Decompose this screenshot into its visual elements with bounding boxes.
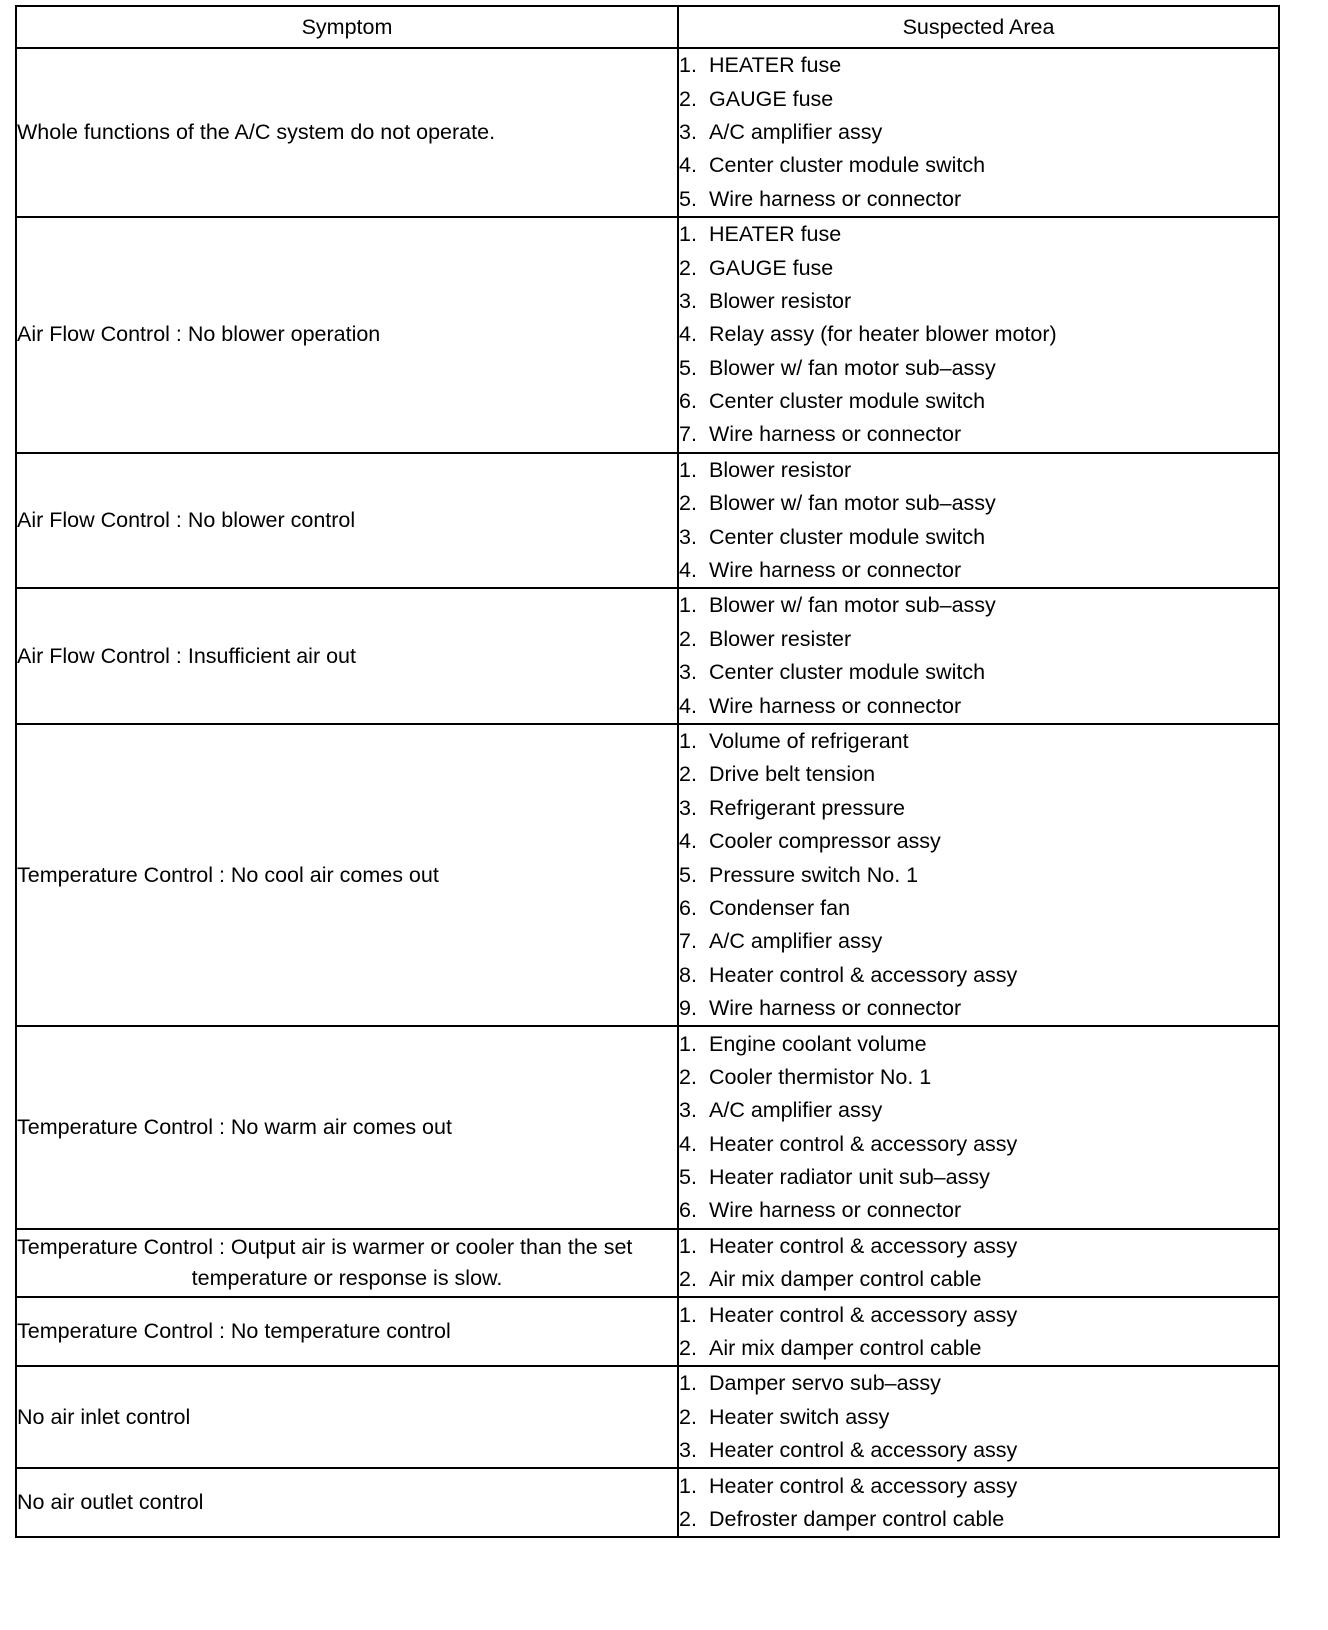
list-item-text: Cooler thermistor No. 1	[709, 1064, 932, 1089]
list-item-text: Drive belt tension	[709, 762, 876, 787]
list-item-number: 3.	[679, 524, 697, 549]
list-item-text: Center cluster module switch	[709, 389, 986, 414]
list-item	[679, 520, 1278, 553]
list-item	[679, 758, 1278, 791]
list-item	[679, 1367, 1278, 1400]
list-item-text: Center cluster module switch	[709, 524, 986, 549]
list-item-text: Blower w/ fan motor sub–assy	[709, 355, 996, 380]
list-item	[679, 623, 1278, 656]
list-item-text: A/C amplifier assy	[709, 1098, 883, 1123]
list-item	[679, 285, 1278, 318]
suspected-area-list	[679, 589, 1278, 723]
list-item-number: 2.	[679, 1404, 697, 1429]
list-item	[679, 1061, 1278, 1094]
list-item-number: 2.	[679, 1064, 697, 1089]
symptom-text: Temperature Control : No temperature control	[17, 1319, 451, 1344]
list-item-number: 1.	[679, 729, 697, 753]
table-row	[16, 1026, 1279, 1228]
list-item-text: Wire harness or connector	[709, 558, 962, 583]
table-row	[16, 1297, 1279, 1366]
list-item-number: 3.	[679, 119, 697, 144]
list-item-number: 3.	[679, 1098, 697, 1123]
symptom-cell	[16, 1026, 678, 1228]
suspected-area-cell	[678, 1366, 1279, 1468]
list-item	[679, 959, 1278, 992]
list-item	[679, 183, 1278, 216]
list-item-number: 1.	[679, 1371, 697, 1396]
table-row	[16, 588, 1279, 724]
list-item-text: Blower w/ fan motor sub–assy	[709, 491, 996, 516]
list-item-text: Wire harness or connector	[709, 1198, 962, 1223]
list-item-text: HEATER fuse	[709, 222, 842, 247]
list-item-number: 1.	[679, 222, 697, 247]
list-item-number: 7.	[679, 422, 697, 447]
symptom-cell	[16, 217, 678, 453]
symptom-text: Temperature Control : Output air is warmer or cooler than the set	[17, 1235, 633, 1260]
list-item	[679, 792, 1278, 825]
list-item-text: Heater switch assy	[709, 1404, 890, 1429]
list-item-number: 4.	[679, 558, 697, 583]
list-item-number: 5.	[679, 355, 697, 380]
list-item-number: 5.	[679, 186, 697, 211]
list-item	[679, 149, 1278, 182]
suspected-area-cell	[678, 453, 1279, 589]
list-item	[679, 1161, 1278, 1194]
list-item-number: 4.	[679, 1131, 697, 1156]
list-item-text: Blower resister	[709, 626, 852, 651]
suspected-area-list	[679, 1230, 1278, 1297]
list-item	[679, 656, 1278, 689]
list-item	[679, 892, 1278, 925]
symptom-cell	[16, 1229, 678, 1298]
troubleshooting-table	[15, 5, 1280, 1538]
table-row	[16, 724, 1279, 1027]
list-item	[679, 825, 1278, 858]
symptom-cell	[16, 1468, 678, 1537]
symptom-cell	[16, 1297, 678, 1366]
header-row	[16, 6, 1279, 48]
suspected-area-list	[679, 1027, 1278, 1227]
list-item-number: 4.	[679, 322, 697, 347]
list-item-number: 2.	[679, 626, 697, 651]
list-item-number: 2.	[679, 491, 697, 516]
list-item-number: 3.	[679, 795, 697, 820]
symptom-cell	[16, 1366, 678, 1468]
list-item-text: Heater control & accessory assy	[709, 1473, 1018, 1498]
list-item	[679, 454, 1278, 487]
list-item	[679, 487, 1278, 520]
list-item	[679, 1094, 1278, 1127]
list-item-text: Air mix damper control cable	[709, 1267, 982, 1292]
symptom-cell	[16, 453, 678, 589]
suspected-area-cell	[678, 217, 1279, 453]
table-row	[16, 48, 1279, 217]
table-body	[16, 48, 1279, 1537]
list-item-text: Blower resistor	[709, 288, 852, 313]
list-item-text: HEATER fuse	[709, 53, 842, 78]
suspected-area-list	[679, 218, 1278, 452]
suspected-area-cell	[678, 1229, 1279, 1298]
table-row	[16, 1229, 1279, 1298]
suspected-area-list	[679, 1367, 1278, 1467]
list-item-number: 3.	[679, 660, 697, 685]
list-item	[679, 689, 1278, 722]
list-item-text: Heater control & accessory assy	[709, 962, 1018, 987]
list-item-number: 2.	[679, 1506, 697, 1531]
list-item-number: 1.	[679, 53, 697, 78]
list-item	[679, 1194, 1278, 1227]
list-item-number: 6.	[679, 389, 697, 414]
list-item-text: A/C amplifier assy	[709, 119, 883, 144]
suspected-area-list	[679, 49, 1278, 216]
suspected-area-cell	[678, 48, 1279, 217]
list-item-number: 1.	[679, 1233, 697, 1258]
list-item	[679, 352, 1278, 385]
list-item-text: Wire harness or connector	[709, 422, 962, 447]
list-item	[679, 1401, 1278, 1434]
suspected-area-cell	[678, 724, 1279, 1027]
list-item	[679, 1434, 1278, 1467]
list-item-text: Center cluster module switch	[709, 660, 986, 685]
symptom-cell	[16, 48, 678, 217]
list-item	[679, 1298, 1278, 1331]
list-item-text: Relay assy (for heater blower motor)	[709, 322, 1057, 347]
suspected-area-list	[679, 1469, 1278, 1536]
list-item-text: Heater radiator unit sub–assy	[709, 1165, 990, 1190]
symptom-text: Air Flow Control : Insufficient air out	[17, 643, 356, 668]
list-item	[679, 858, 1278, 891]
symptom-text: No air outlet control	[17, 1490, 204, 1515]
list-item-number: 8.	[679, 962, 697, 987]
list-item-text: Condenser fan	[709, 895, 851, 920]
list-item-number: 9.	[679, 996, 697, 1021]
list-item-number: 1.	[679, 1031, 697, 1056]
list-item-number: 7.	[679, 929, 697, 954]
suspected-area-cell	[678, 1026, 1279, 1228]
list-item-number: 1.	[679, 593, 697, 618]
list-item	[679, 418, 1278, 451]
list-item	[679, 1332, 1278, 1365]
symptom-text: Air Flow Control : No blower control	[17, 507, 356, 532]
table-row	[16, 217, 1279, 453]
list-item-text: Engine coolant volume	[709, 1031, 927, 1056]
list-item	[679, 1230, 1278, 1263]
list-item-text: Pressure switch No. 1	[709, 862, 919, 887]
list-item	[679, 589, 1278, 622]
list-item-number: 2.	[679, 762, 697, 787]
list-item-text: A/C amplifier assy	[709, 929, 883, 954]
list-item-number: 6.	[679, 895, 697, 920]
list-item-text: Air mix damper control cable	[709, 1336, 982, 1361]
list-item-number: 1.	[679, 1473, 697, 1498]
list-item	[679, 925, 1278, 958]
list-item-number: 4.	[679, 153, 697, 178]
list-item-text: Heater control & accessory assy	[709, 1131, 1018, 1156]
list-item	[679, 385, 1278, 418]
list-item	[679, 1469, 1278, 1502]
list-item-number: 6.	[679, 1198, 697, 1223]
suspected-area-list	[679, 454, 1278, 588]
symptom-header: Symptom	[16, 6, 678, 48]
list-item	[679, 116, 1278, 149]
list-item	[679, 1128, 1278, 1161]
list-item-text: Heater control & accessory assy	[709, 1438, 1018, 1463]
list-item-text: Refrigerant pressure	[709, 795, 905, 820]
suspected-area-list	[679, 1298, 1278, 1365]
list-item-number: 1.	[679, 457, 697, 482]
list-item-text: Wire harness or connector	[709, 693, 962, 718]
list-item	[679, 1263, 1278, 1296]
suspected-area-cell	[678, 1297, 1279, 1366]
list-item	[679, 82, 1278, 115]
list-item	[679, 992, 1278, 1025]
list-item	[679, 725, 1278, 758]
list-item	[679, 554, 1278, 587]
list-item-number: 4.	[679, 693, 697, 718]
table-row	[16, 1468, 1279, 1537]
list-item-text: Volume of refrigerant	[709, 729, 909, 753]
list-item-number: 2.	[679, 255, 697, 280]
table-row	[16, 453, 1279, 589]
list-item-text: Blower resistor	[709, 457, 852, 482]
list-item-text: Heater control & accessory assy	[709, 1302, 1018, 1327]
list-item-text: GAUGE fuse	[709, 255, 834, 280]
list-item-text: Wire harness or connector	[709, 996, 962, 1021]
list-item-number: 1.	[679, 1302, 697, 1327]
suspected-area-header: Suspected Area	[678, 6, 1279, 48]
list-item-text: Defroster damper control cable	[709, 1506, 1005, 1531]
list-item-text: Damper servo sub–assy	[709, 1371, 941, 1396]
list-item-text: Heater control & accessory assy	[709, 1233, 1018, 1258]
list-item	[679, 1027, 1278, 1060]
table-row	[16, 1366, 1279, 1468]
list-item	[679, 1503, 1278, 1536]
list-item-text: Wire harness or connector	[709, 186, 962, 211]
list-item-text: Blower w/ fan motor sub–assy	[709, 593, 996, 618]
list-item-number: 5.	[679, 1165, 697, 1190]
symptom-text-continued: temperature or response is slow.	[191, 1266, 503, 1291]
list-item-number: 2.	[679, 1336, 697, 1361]
list-item-text: Cooler compressor assy	[709, 829, 941, 854]
symptom-text: Whole functions of the A/C system do not operate.	[17, 119, 496, 144]
symptom-cell	[16, 724, 678, 1027]
list-item-number: 2.	[679, 1267, 697, 1292]
list-item-text: GAUGE fuse	[709, 86, 834, 111]
list-item-number: 5.	[679, 862, 697, 887]
symptom-cell	[16, 588, 678, 724]
list-item	[679, 49, 1278, 82]
suspected-area-cell	[678, 588, 1279, 724]
list-item-number: 4.	[679, 829, 697, 854]
symptom-text: Temperature Control : No warm air comes out	[17, 1115, 452, 1139]
symptom-text: Temperature Control : No cool air comes out	[17, 862, 439, 887]
symptom-text: No air inlet control	[17, 1404, 191, 1429]
symptom-text: Air Flow Control : No blower operation	[17, 322, 381, 347]
list-item	[679, 218, 1278, 251]
suspected-area-list	[679, 725, 1278, 1026]
suspected-area-cell	[678, 1468, 1279, 1537]
list-item	[679, 318, 1278, 351]
list-item-number: 3.	[679, 1438, 697, 1463]
list-item-text: Center cluster module switch	[709, 153, 986, 178]
list-item	[679, 251, 1278, 284]
list-item-number: 2.	[679, 86, 697, 111]
list-item-number: 3.	[679, 288, 697, 313]
